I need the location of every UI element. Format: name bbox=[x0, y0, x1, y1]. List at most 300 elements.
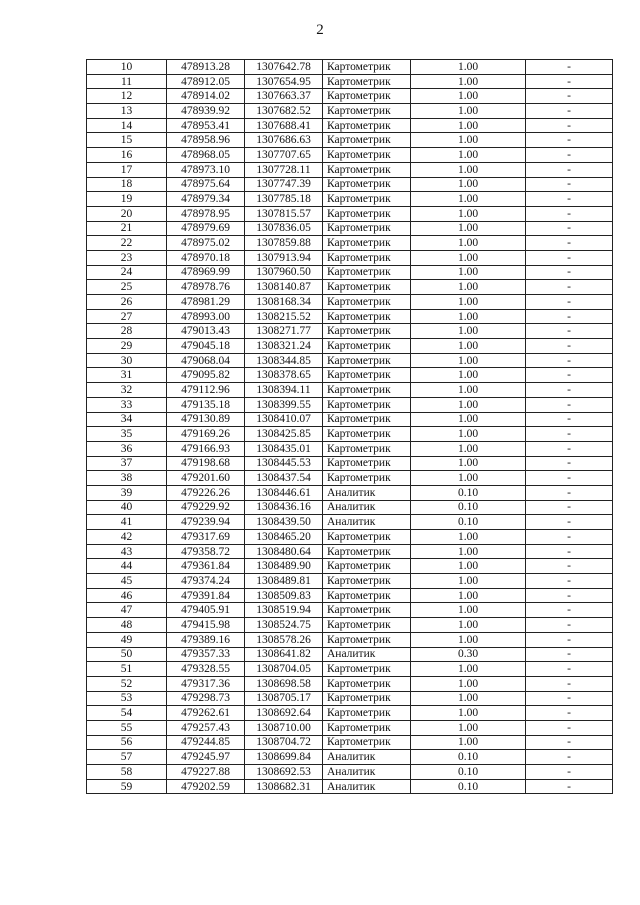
table-row bbox=[87, 500, 613, 515]
y-coordinate-cell: 1308410.07 bbox=[245, 412, 323, 427]
table-row bbox=[87, 280, 613, 295]
accuracy-cell: 1.00 bbox=[411, 309, 526, 324]
note-cell: - bbox=[526, 765, 613, 780]
x-coordinate-cell: 479415.98 bbox=[167, 618, 245, 633]
y-coordinate-cell: 1308692.64 bbox=[245, 706, 323, 721]
point-number-cell: 10 bbox=[87, 60, 167, 75]
x-coordinate-cell: 479391.84 bbox=[167, 588, 245, 603]
accuracy-cell: 1.00 bbox=[411, 397, 526, 412]
point-number-cell: 28 bbox=[87, 324, 167, 339]
x-coordinate-cell: 479130.89 bbox=[167, 412, 245, 427]
note-cell: - bbox=[526, 632, 613, 647]
x-coordinate-cell: 478978.95 bbox=[167, 206, 245, 221]
point-number-cell: 34 bbox=[87, 412, 167, 427]
note-cell: - bbox=[526, 750, 613, 765]
table-row bbox=[87, 265, 613, 280]
x-coordinate-cell: 478973.10 bbox=[167, 162, 245, 177]
note-cell: - bbox=[526, 720, 613, 735]
note-cell: - bbox=[526, 574, 613, 589]
note-cell: - bbox=[526, 368, 613, 383]
point-number-cell: 17 bbox=[87, 162, 167, 177]
y-coordinate-cell: 1308489.81 bbox=[245, 574, 323, 589]
note-cell: - bbox=[526, 397, 613, 412]
method-cell: Картометрик bbox=[323, 618, 411, 633]
point-number-cell: 13 bbox=[87, 104, 167, 119]
method-cell: Картометрик bbox=[323, 206, 411, 221]
accuracy-cell: 1.00 bbox=[411, 559, 526, 574]
accuracy-cell: 1.00 bbox=[411, 588, 526, 603]
accuracy-cell: 1.00 bbox=[411, 206, 526, 221]
accuracy-cell: 1.00 bbox=[411, 368, 526, 383]
point-number-cell: 47 bbox=[87, 603, 167, 618]
method-cell: Картометрик bbox=[323, 265, 411, 280]
note-cell: - bbox=[526, 500, 613, 515]
note-cell: - bbox=[526, 221, 613, 236]
x-coordinate-cell: 479374.24 bbox=[167, 574, 245, 589]
note-cell: - bbox=[526, 647, 613, 662]
note-cell: - bbox=[526, 60, 613, 75]
table-row bbox=[87, 603, 613, 618]
point-number-cell: 23 bbox=[87, 250, 167, 265]
method-cell: Картометрик bbox=[323, 427, 411, 442]
accuracy-cell: 1.00 bbox=[411, 383, 526, 398]
x-coordinate-cell: 478979.34 bbox=[167, 192, 245, 207]
table-row bbox=[87, 647, 613, 662]
coordinates-table-body bbox=[87, 60, 613, 794]
x-coordinate-cell: 478953.41 bbox=[167, 118, 245, 133]
point-number-cell: 11 bbox=[87, 74, 167, 89]
point-number-cell: 33 bbox=[87, 397, 167, 412]
x-coordinate-cell: 479201.60 bbox=[167, 471, 245, 486]
table-row bbox=[87, 309, 613, 324]
note-cell: - bbox=[526, 471, 613, 486]
method-cell: Картометрик bbox=[323, 735, 411, 750]
note-cell: - bbox=[526, 412, 613, 427]
accuracy-cell: 1.00 bbox=[411, 735, 526, 750]
method-cell: Картометрик bbox=[323, 559, 411, 574]
accuracy-cell: 1.00 bbox=[411, 60, 526, 75]
method-cell: Картометрик bbox=[323, 530, 411, 545]
accuracy-cell: 1.00 bbox=[411, 280, 526, 295]
y-coordinate-cell: 1308519.94 bbox=[245, 603, 323, 618]
accuracy-cell: 1.00 bbox=[411, 676, 526, 691]
accuracy-cell: 1.00 bbox=[411, 221, 526, 236]
point-number-cell: 41 bbox=[87, 515, 167, 530]
note-cell: - bbox=[526, 104, 613, 119]
accuracy-cell: 0.30 bbox=[411, 647, 526, 662]
method-cell: Картометрик bbox=[323, 383, 411, 398]
x-coordinate-cell: 478970.18 bbox=[167, 250, 245, 265]
table-row bbox=[87, 118, 613, 133]
accuracy-cell: 1.00 bbox=[411, 236, 526, 251]
method-cell: Картометрик bbox=[323, 662, 411, 677]
method-cell: Картометрик bbox=[323, 236, 411, 251]
note-cell: - bbox=[526, 280, 613, 295]
table-row bbox=[87, 456, 613, 471]
point-number-cell: 59 bbox=[87, 779, 167, 794]
method-cell: Картометрик bbox=[323, 104, 411, 119]
table-row bbox=[87, 779, 613, 794]
table-row bbox=[87, 441, 613, 456]
note-cell: - bbox=[526, 206, 613, 221]
table-row bbox=[87, 383, 613, 398]
y-coordinate-cell: 1307688.41 bbox=[245, 118, 323, 133]
y-coordinate-cell: 1308698.58 bbox=[245, 676, 323, 691]
table-row bbox=[87, 412, 613, 427]
x-coordinate-cell: 479245.97 bbox=[167, 750, 245, 765]
table-row bbox=[87, 588, 613, 603]
note-cell: - bbox=[526, 89, 613, 104]
note-cell: - bbox=[526, 250, 613, 265]
x-coordinate-cell: 479317.36 bbox=[167, 676, 245, 691]
note-cell: - bbox=[526, 530, 613, 545]
x-coordinate-cell: 479298.73 bbox=[167, 691, 245, 706]
table-row bbox=[87, 324, 613, 339]
table-row bbox=[87, 530, 613, 545]
accuracy-cell: 1.00 bbox=[411, 632, 526, 647]
accuracy-cell: 1.00 bbox=[411, 89, 526, 104]
point-number-cell: 50 bbox=[87, 647, 167, 662]
point-number-cell: 25 bbox=[87, 280, 167, 295]
point-number-cell: 43 bbox=[87, 544, 167, 559]
y-coordinate-cell: 1307913.94 bbox=[245, 250, 323, 265]
y-coordinate-cell: 1307836.05 bbox=[245, 221, 323, 236]
y-coordinate-cell: 1308489.90 bbox=[245, 559, 323, 574]
note-cell: - bbox=[526, 603, 613, 618]
accuracy-cell: 0.10 bbox=[411, 765, 526, 780]
y-coordinate-cell: 1307747.39 bbox=[245, 177, 323, 192]
y-coordinate-cell: 1308445.53 bbox=[245, 456, 323, 471]
note-cell: - bbox=[526, 456, 613, 471]
table-row bbox=[87, 133, 613, 148]
y-coordinate-cell: 1308704.72 bbox=[245, 735, 323, 750]
table-row bbox=[87, 691, 613, 706]
x-coordinate-cell: 478978.76 bbox=[167, 280, 245, 295]
note-cell: - bbox=[526, 662, 613, 677]
accuracy-cell: 1.00 bbox=[411, 133, 526, 148]
table-row bbox=[87, 559, 613, 574]
accuracy-cell: 1.00 bbox=[411, 471, 526, 486]
x-coordinate-cell: 478912.05 bbox=[167, 74, 245, 89]
y-coordinate-cell: 1308699.84 bbox=[245, 750, 323, 765]
x-coordinate-cell: 479045.18 bbox=[167, 339, 245, 354]
method-cell: Аналитик bbox=[323, 500, 411, 515]
method-cell: Картометрик bbox=[323, 412, 411, 427]
accuracy-cell: 0.10 bbox=[411, 779, 526, 794]
table-row bbox=[87, 74, 613, 89]
y-coordinate-cell: 1308399.55 bbox=[245, 397, 323, 412]
x-coordinate-cell: 479169.26 bbox=[167, 427, 245, 442]
y-coordinate-cell: 1308705.17 bbox=[245, 691, 323, 706]
note-cell: - bbox=[526, 383, 613, 398]
note-cell: - bbox=[526, 309, 613, 324]
x-coordinate-cell: 479328.55 bbox=[167, 662, 245, 677]
x-coordinate-cell: 479095.82 bbox=[167, 368, 245, 383]
method-cell: Картометрик bbox=[323, 118, 411, 133]
x-coordinate-cell: 479227.88 bbox=[167, 765, 245, 780]
y-coordinate-cell: 1308641.82 bbox=[245, 647, 323, 662]
y-coordinate-cell: 1307728.11 bbox=[245, 162, 323, 177]
table-row bbox=[87, 574, 613, 589]
table-row bbox=[87, 676, 613, 691]
table-row bbox=[87, 618, 613, 633]
x-coordinate-cell: 479166.93 bbox=[167, 441, 245, 456]
table-row bbox=[87, 89, 613, 104]
method-cell: Картометрик bbox=[323, 456, 411, 471]
point-number-cell: 39 bbox=[87, 485, 167, 500]
note-cell: - bbox=[526, 74, 613, 89]
y-coordinate-cell: 1308465.20 bbox=[245, 530, 323, 545]
y-coordinate-cell: 1308509.83 bbox=[245, 588, 323, 603]
y-coordinate-cell: 1308710.00 bbox=[245, 720, 323, 735]
method-cell: Картометрик bbox=[323, 133, 411, 148]
x-coordinate-cell: 479229.92 bbox=[167, 500, 245, 515]
y-coordinate-cell: 1307686.63 bbox=[245, 133, 323, 148]
point-number-cell: 32 bbox=[87, 383, 167, 398]
accuracy-cell: 1.00 bbox=[411, 339, 526, 354]
y-coordinate-cell: 1307859.88 bbox=[245, 236, 323, 251]
table-row bbox=[87, 353, 613, 368]
note-cell: - bbox=[526, 339, 613, 354]
point-number-cell: 18 bbox=[87, 177, 167, 192]
y-coordinate-cell: 1308321.24 bbox=[245, 339, 323, 354]
method-cell: Картометрик bbox=[323, 324, 411, 339]
x-coordinate-cell: 478939.92 bbox=[167, 104, 245, 119]
table-row bbox=[87, 632, 613, 647]
point-number-cell: 14 bbox=[87, 118, 167, 133]
method-cell: Картометрик bbox=[323, 221, 411, 236]
x-coordinate-cell: 479226.26 bbox=[167, 485, 245, 500]
x-coordinate-cell: 479262.61 bbox=[167, 706, 245, 721]
note-cell: - bbox=[526, 515, 613, 530]
y-coordinate-cell: 1308437.54 bbox=[245, 471, 323, 486]
point-number-cell: 57 bbox=[87, 750, 167, 765]
note-cell: - bbox=[526, 779, 613, 794]
point-number-cell: 24 bbox=[87, 265, 167, 280]
accuracy-cell: 1.00 bbox=[411, 574, 526, 589]
x-coordinate-cell: 479244.85 bbox=[167, 735, 245, 750]
table-row bbox=[87, 60, 613, 75]
x-coordinate-cell: 478979.69 bbox=[167, 221, 245, 236]
x-coordinate-cell: 479358.72 bbox=[167, 544, 245, 559]
y-coordinate-cell: 1308168.34 bbox=[245, 295, 323, 310]
note-cell: - bbox=[526, 324, 613, 339]
table-row bbox=[87, 295, 613, 310]
y-coordinate-cell: 1308692.53 bbox=[245, 765, 323, 780]
note-cell: - bbox=[526, 295, 613, 310]
table-row bbox=[87, 750, 613, 765]
method-cell: Картометрик bbox=[323, 295, 411, 310]
note-cell: - bbox=[526, 353, 613, 368]
accuracy-cell: 1.00 bbox=[411, 456, 526, 471]
point-number-cell: 58 bbox=[87, 765, 167, 780]
note-cell: - bbox=[526, 177, 613, 192]
note-cell: - bbox=[526, 265, 613, 280]
accuracy-cell: 0.10 bbox=[411, 515, 526, 530]
y-coordinate-cell: 1308215.52 bbox=[245, 309, 323, 324]
table-row bbox=[87, 104, 613, 119]
x-coordinate-cell: 478975.64 bbox=[167, 177, 245, 192]
point-number-cell: 44 bbox=[87, 559, 167, 574]
x-coordinate-cell: 478975.02 bbox=[167, 236, 245, 251]
y-coordinate-cell: 1308344.85 bbox=[245, 353, 323, 368]
table-row bbox=[87, 720, 613, 735]
note-cell: - bbox=[526, 618, 613, 633]
table-row bbox=[87, 515, 613, 530]
accuracy-cell: 1.00 bbox=[411, 441, 526, 456]
y-coordinate-cell: 1308480.64 bbox=[245, 544, 323, 559]
accuracy-cell: 1.00 bbox=[411, 530, 526, 545]
point-number-cell: 37 bbox=[87, 456, 167, 471]
table-row bbox=[87, 221, 613, 236]
y-coordinate-cell: 1307663.37 bbox=[245, 89, 323, 104]
method-cell: Картометрик bbox=[323, 250, 411, 265]
note-cell: - bbox=[526, 192, 613, 207]
point-number-cell: 46 bbox=[87, 588, 167, 603]
method-cell: Аналитик bbox=[323, 765, 411, 780]
point-number-cell: 31 bbox=[87, 368, 167, 383]
accuracy-cell: 1.00 bbox=[411, 118, 526, 133]
point-number-cell: 22 bbox=[87, 236, 167, 251]
point-number-cell: 21 bbox=[87, 221, 167, 236]
x-coordinate-cell: 479135.18 bbox=[167, 397, 245, 412]
method-cell: Картометрик bbox=[323, 588, 411, 603]
method-cell: Аналитик bbox=[323, 750, 411, 765]
accuracy-cell: 1.00 bbox=[411, 324, 526, 339]
method-cell: Картометрик bbox=[323, 706, 411, 721]
point-number-cell: 27 bbox=[87, 309, 167, 324]
point-number-cell: 42 bbox=[87, 530, 167, 545]
y-coordinate-cell: 1307785.18 bbox=[245, 192, 323, 207]
y-coordinate-cell: 1308435.01 bbox=[245, 441, 323, 456]
method-cell: Картометрик bbox=[323, 574, 411, 589]
x-coordinate-cell: 479361.84 bbox=[167, 559, 245, 574]
x-coordinate-cell: 479013.43 bbox=[167, 324, 245, 339]
table-row bbox=[87, 544, 613, 559]
table-row bbox=[87, 485, 613, 500]
accuracy-cell: 1.00 bbox=[411, 177, 526, 192]
point-number-cell: 53 bbox=[87, 691, 167, 706]
method-cell: Картометрик bbox=[323, 74, 411, 89]
x-coordinate-cell: 479112.96 bbox=[167, 383, 245, 398]
point-number-cell: 26 bbox=[87, 295, 167, 310]
x-coordinate-cell: 479405.91 bbox=[167, 603, 245, 618]
y-coordinate-cell: 1307815.57 bbox=[245, 206, 323, 221]
point-number-cell: 49 bbox=[87, 632, 167, 647]
accuracy-cell: 1.00 bbox=[411, 250, 526, 265]
x-coordinate-cell: 479239.94 bbox=[167, 515, 245, 530]
y-coordinate-cell: 1308524.75 bbox=[245, 618, 323, 633]
note-cell: - bbox=[526, 691, 613, 706]
point-number-cell: 36 bbox=[87, 441, 167, 456]
y-coordinate-cell: 1308439.50 bbox=[245, 515, 323, 530]
table-row bbox=[87, 368, 613, 383]
point-number-cell: 35 bbox=[87, 427, 167, 442]
x-coordinate-cell: 479389.16 bbox=[167, 632, 245, 647]
y-coordinate-cell: 1308271.77 bbox=[245, 324, 323, 339]
point-number-cell: 19 bbox=[87, 192, 167, 207]
accuracy-cell: 1.00 bbox=[411, 148, 526, 163]
x-coordinate-cell: 479357.33 bbox=[167, 647, 245, 662]
accuracy-cell: 1.00 bbox=[411, 691, 526, 706]
method-cell: Картометрик bbox=[323, 162, 411, 177]
method-cell: Картометрик bbox=[323, 691, 411, 706]
y-coordinate-cell: 1307642.78 bbox=[245, 60, 323, 75]
y-coordinate-cell: 1308425.85 bbox=[245, 427, 323, 442]
x-coordinate-cell: 479202.59 bbox=[167, 779, 245, 794]
method-cell: Картометрик bbox=[323, 676, 411, 691]
point-number-cell: 38 bbox=[87, 471, 167, 486]
accuracy-cell: 0.10 bbox=[411, 750, 526, 765]
point-number-cell: 12 bbox=[87, 89, 167, 104]
method-cell: Аналитик bbox=[323, 515, 411, 530]
method-cell: Аналитик bbox=[323, 647, 411, 662]
method-cell: Аналитик bbox=[323, 779, 411, 794]
point-number-cell: 56 bbox=[87, 735, 167, 750]
method-cell: Картометрик bbox=[323, 368, 411, 383]
x-coordinate-cell: 478913.28 bbox=[167, 60, 245, 75]
point-number-cell: 51 bbox=[87, 662, 167, 677]
accuracy-cell: 1.00 bbox=[411, 74, 526, 89]
accuracy-cell: 1.00 bbox=[411, 427, 526, 442]
y-coordinate-cell: 1308446.61 bbox=[245, 485, 323, 500]
point-number-cell: 29 bbox=[87, 339, 167, 354]
accuracy-cell: 1.00 bbox=[411, 706, 526, 721]
x-coordinate-cell: 478993.00 bbox=[167, 309, 245, 324]
coordinates-table bbox=[86, 59, 613, 794]
note-cell: - bbox=[526, 676, 613, 691]
x-coordinate-cell: 478981.29 bbox=[167, 295, 245, 310]
table-row bbox=[87, 765, 613, 780]
accuracy-cell: 1.00 bbox=[411, 603, 526, 618]
note-cell: - bbox=[526, 118, 613, 133]
method-cell: Картометрик bbox=[323, 632, 411, 647]
note-cell: - bbox=[526, 544, 613, 559]
method-cell: Картометрик bbox=[323, 60, 411, 75]
y-coordinate-cell: 1308378.65 bbox=[245, 368, 323, 383]
method-cell: Картометрик bbox=[323, 353, 411, 368]
accuracy-cell: 1.00 bbox=[411, 720, 526, 735]
note-cell: - bbox=[526, 162, 613, 177]
accuracy-cell: 0.10 bbox=[411, 500, 526, 515]
x-coordinate-cell: 478958.96 bbox=[167, 133, 245, 148]
accuracy-cell: 1.00 bbox=[411, 412, 526, 427]
method-cell: Картометрик bbox=[323, 720, 411, 735]
note-cell: - bbox=[526, 706, 613, 721]
note-cell: - bbox=[526, 236, 613, 251]
accuracy-cell: 0.10 bbox=[411, 485, 526, 500]
note-cell: - bbox=[526, 588, 613, 603]
y-coordinate-cell: 1308394.11 bbox=[245, 383, 323, 398]
x-coordinate-cell: 479317.69 bbox=[167, 530, 245, 545]
y-coordinate-cell: 1307682.52 bbox=[245, 104, 323, 119]
page-number: 2 bbox=[316, 22, 324, 38]
y-coordinate-cell: 1307654.95 bbox=[245, 74, 323, 89]
y-coordinate-cell: 1308140.87 bbox=[245, 280, 323, 295]
point-number-cell: 20 bbox=[87, 206, 167, 221]
table-row bbox=[87, 471, 613, 486]
method-cell: Картометрик bbox=[323, 177, 411, 192]
method-cell: Картометрик bbox=[323, 89, 411, 104]
table-row bbox=[87, 162, 613, 177]
point-number-cell: 40 bbox=[87, 500, 167, 515]
table-row bbox=[87, 206, 613, 221]
table-row bbox=[87, 662, 613, 677]
table-row bbox=[87, 148, 613, 163]
method-cell: Картометрик bbox=[323, 471, 411, 486]
accuracy-cell: 1.00 bbox=[411, 162, 526, 177]
table-row bbox=[87, 397, 613, 412]
